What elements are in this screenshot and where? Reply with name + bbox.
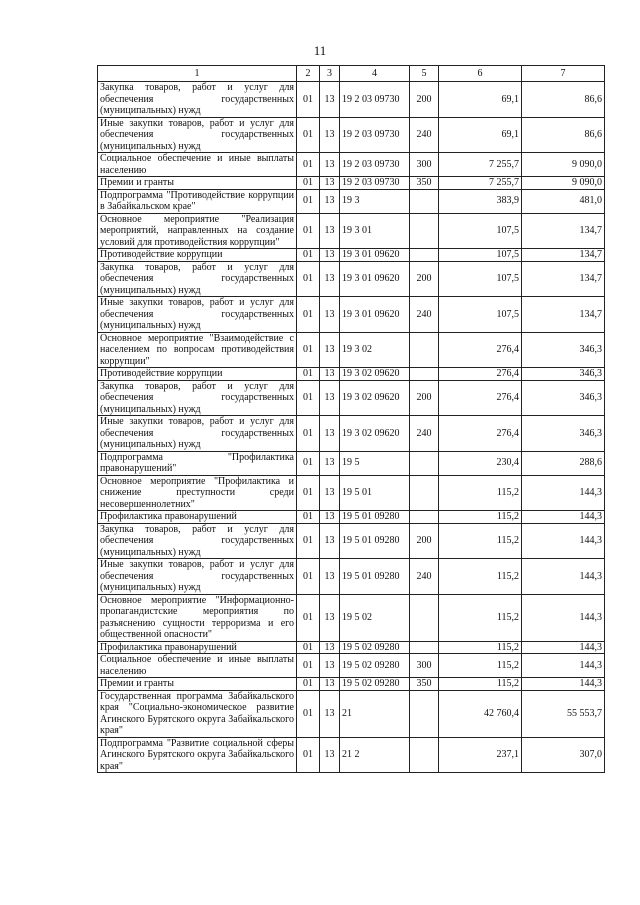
row-expense-type: 200: [410, 82, 439, 118]
row-section: 01: [297, 82, 320, 118]
table-row: [98, 523, 605, 559]
row-amount-col7: 288,6: [522, 451, 605, 475]
row-amount-col6: 115,2: [439, 654, 522, 678]
page-number: 11: [313, 43, 327, 58]
row-section: 01: [297, 153, 320, 177]
row-target-article: 19 3 01 09620: [340, 297, 410, 333]
row-amount-col6: 107,5: [439, 297, 522, 333]
row-amount-col6: 276,4: [439, 368, 522, 381]
row-amount-col7: 144,3: [522, 678, 605, 691]
row-section: 01: [297, 213, 320, 249]
table-row: [98, 82, 605, 118]
row-name: Иные закупки товаров, работ и услуг для обеспечения государственных (муниципальных) нужд: [98, 297, 297, 333]
row-expense-type: [410, 737, 439, 773]
row-expense-type: [410, 368, 439, 381]
row-subsection: 13: [320, 189, 340, 213]
row-expense-type: 200: [410, 380, 439, 416]
header-cell-2: 2: [297, 66, 320, 82]
row-section: 01: [297, 189, 320, 213]
row-target-article: 19 3 01 09620: [340, 261, 410, 297]
row-expense-type: [410, 511, 439, 524]
row-section: 01: [297, 249, 320, 262]
row-section: 01: [297, 368, 320, 381]
row-name: Иные закупки товаров, работ и услуг для обеспечения государственных (муниципальных) нужд: [98, 559, 297, 595]
row-name: Профилактика правонарушений: [98, 511, 297, 524]
table-row: [98, 380, 605, 416]
row-target-article: 19 5 01 09280: [340, 559, 410, 595]
row-subsection: 13: [320, 559, 340, 595]
row-amount-col7: 144,3: [522, 475, 605, 511]
row-target-article: 19 3 02 09620: [340, 416, 410, 452]
row-name: Подпрограмма "Противодействие коррупции в Забайкальском крае": [98, 189, 297, 213]
row-expense-type: [410, 189, 439, 213]
row-amount-col6: 237,1: [439, 737, 522, 773]
row-amount-col6: 107,5: [439, 213, 522, 249]
row-target-article: 19 5 02: [340, 594, 410, 641]
table-row: [98, 475, 605, 511]
table-row: [98, 213, 605, 249]
row-amount-col6: 107,5: [439, 249, 522, 262]
table-row: [98, 249, 605, 262]
row-section: 01: [297, 451, 320, 475]
header-cell-1: 1: [98, 66, 297, 82]
row-target-article: 19 2 03 09730: [340, 82, 410, 118]
row-name: Основное мероприятие "Реализация мероприятий, направленных на создание условий для противодействия коррупции": [98, 213, 297, 249]
table-row: [98, 654, 605, 678]
row-subsection: 13: [320, 249, 340, 262]
table-row: [98, 261, 605, 297]
row-amount-col6: 107,5: [439, 261, 522, 297]
row-expense-type: [410, 213, 439, 249]
row-name: Подпрограмма "Развитие социальной сферы Агинского Бурятского округа Забайкальского края": [98, 737, 297, 773]
row-subsection: 13: [320, 690, 340, 737]
row-amount-col6: 42 760,4: [439, 690, 522, 737]
row-amount-col7: 134,7: [522, 249, 605, 262]
row-section: 01: [297, 177, 320, 190]
row-target-article: 19 5 01 09280: [340, 511, 410, 524]
header-cell-7: 7: [522, 66, 605, 82]
row-name: Закупка товаров, работ и услуг для обеспечения государственных (муниципальных) нужд: [98, 380, 297, 416]
row-amount-col6: 115,2: [439, 641, 522, 654]
row-amount-col7: 307,0: [522, 737, 605, 773]
table-row: [98, 297, 605, 333]
row-target-article: 19 3: [340, 189, 410, 213]
row-section: 01: [297, 332, 320, 368]
row-expense-type: 350: [410, 678, 439, 691]
row-target-article: 19 5 02 09280: [340, 641, 410, 654]
table-row: [98, 678, 605, 691]
row-expense-type: 240: [410, 416, 439, 452]
row-target-article: 19 5: [340, 451, 410, 475]
row-name: Премии и гранты: [98, 177, 297, 190]
row-amount-col7: 86,6: [522, 82, 605, 118]
row-amount-col6: 115,2: [439, 511, 522, 524]
row-amount-col7: 144,3: [522, 559, 605, 595]
row-amount-col6: 115,2: [439, 523, 522, 559]
table-row: [98, 737, 605, 773]
row-amount-col7: 9 090,0: [522, 153, 605, 177]
row-amount-col6: 7 255,7: [439, 153, 522, 177]
budget-table: [97, 65, 605, 773]
row-section: 01: [297, 559, 320, 595]
row-amount-col7: 346,3: [522, 332, 605, 368]
row-amount-col7: 86,6: [522, 117, 605, 153]
row-name: Закупка товаров, работ и услуг для обеспечения государственных (муниципальных) нужд: [98, 523, 297, 559]
header-cell-4: 4: [340, 66, 410, 82]
row-amount-col7: 144,3: [522, 654, 605, 678]
row-target-article: 21 2: [340, 737, 410, 773]
row-expense-type: [410, 475, 439, 511]
row-target-article: 19 5 02 09280: [340, 654, 410, 678]
row-target-article: 19 3 02: [340, 332, 410, 368]
row-target-article: 19 3 02 09620: [340, 380, 410, 416]
row-section: 01: [297, 511, 320, 524]
row-expense-type: [410, 594, 439, 641]
row-subsection: 13: [320, 153, 340, 177]
row-name: Иные закупки товаров, работ и услуг для обеспечения государственных (муниципальных) нужд: [98, 416, 297, 452]
row-subsection: 13: [320, 82, 340, 118]
row-expense-type: [410, 249, 439, 262]
row-name: Социальное обеспечение и иные выплаты населению: [98, 153, 297, 177]
row-name: Премии и гранты: [98, 678, 297, 691]
row-name: Противодействие коррупции: [98, 249, 297, 262]
row-expense-type: [410, 690, 439, 737]
row-subsection: 13: [320, 261, 340, 297]
row-amount-col7: 144,3: [522, 523, 605, 559]
row-section: 01: [297, 737, 320, 773]
row-section: 01: [297, 475, 320, 511]
row-amount-col6: 276,4: [439, 332, 522, 368]
row-expense-type: 240: [410, 297, 439, 333]
row-section: 01: [297, 654, 320, 678]
row-target-article: 19 3 01 09620: [340, 249, 410, 262]
table-row: [98, 153, 605, 177]
row-amount-col7: 346,3: [522, 380, 605, 416]
row-subsection: 13: [320, 594, 340, 641]
row-target-article: 19 3 01: [340, 213, 410, 249]
row-amount-col6: 383,9: [439, 189, 522, 213]
row-amount-col6: 115,2: [439, 678, 522, 691]
row-expense-type: [410, 641, 439, 654]
header-cell-3: 3: [320, 66, 340, 82]
table-row: [98, 177, 605, 190]
row-name: Иные закупки товаров, работ и услуг для обеспечения государственных (муниципальных) нужд: [98, 117, 297, 153]
row-amount-col7: 144,3: [522, 641, 605, 654]
row-name: Социальное обеспечение и иные выплаты населению: [98, 654, 297, 678]
table-row: [98, 368, 605, 381]
row-amount-col6: 276,4: [439, 380, 522, 416]
row-section: 01: [297, 416, 320, 452]
row-expense-type: 300: [410, 654, 439, 678]
table-row: [98, 189, 605, 213]
table-row: [98, 641, 605, 654]
row-amount-col6: 230,4: [439, 451, 522, 475]
row-section: 01: [297, 594, 320, 641]
row-amount-col7: 9 090,0: [522, 177, 605, 190]
row-name: Закупка товаров, работ и услуг для обеспечения государственных (муниципальных) нужд: [98, 82, 297, 118]
row-subsection: 13: [320, 380, 340, 416]
row-subsection: 13: [320, 678, 340, 691]
row-section: 01: [297, 523, 320, 559]
row-amount-col6: 115,2: [439, 559, 522, 595]
table-header: [98, 66, 605, 82]
row-amount-col6: 69,1: [439, 82, 522, 118]
row-name: Профилактика правонарушений: [98, 641, 297, 654]
row-subsection: 13: [320, 737, 340, 773]
row-expense-type: 200: [410, 523, 439, 559]
row-expense-type: 240: [410, 559, 439, 595]
row-section: 01: [297, 380, 320, 416]
row-target-article: 19 3 02 09620: [340, 368, 410, 381]
row-expense-type: 200: [410, 261, 439, 297]
row-amount-col6: 276,4: [439, 416, 522, 452]
header-cell-6: 6: [439, 66, 522, 82]
table-body: [98, 82, 605, 773]
row-amount-col7: 134,7: [522, 213, 605, 249]
table-row: [98, 416, 605, 452]
header-row: [98, 66, 605, 82]
row-section: 01: [297, 678, 320, 691]
row-amount-col6: 69,1: [439, 117, 522, 153]
row-amount-col7: 144,3: [522, 511, 605, 524]
row-subsection: 13: [320, 523, 340, 559]
row-amount-col7: 55 553,7: [522, 690, 605, 737]
row-subsection: 13: [320, 416, 340, 452]
row-target-article: 19 5 02 09280: [340, 678, 410, 691]
row-subsection: 13: [320, 475, 340, 511]
row-subsection: 13: [320, 654, 340, 678]
row-subsection: 13: [320, 177, 340, 190]
row-amount-col7: 144,3: [522, 594, 605, 641]
row-subsection: 13: [320, 368, 340, 381]
row-subsection: 13: [320, 451, 340, 475]
table-row: [98, 594, 605, 641]
row-name: Основное мероприятие "Профилактика и снижение преступности среди несовершеннолетних": [98, 475, 297, 511]
row-section: 01: [297, 690, 320, 737]
row-expense-type: 350: [410, 177, 439, 190]
row-subsection: 13: [320, 213, 340, 249]
header-cell-5: 5: [410, 66, 439, 82]
table-row: [98, 332, 605, 368]
row-name: Подпрограмма "Профилактика правонарушений": [98, 451, 297, 475]
row-expense-type: 300: [410, 153, 439, 177]
row-amount-col6: 115,2: [439, 594, 522, 641]
row-amount-col6: 115,2: [439, 475, 522, 511]
row-name: Закупка товаров, работ и услуг для обеспечения государственных (муниципальных) нужд: [98, 261, 297, 297]
row-expense-type: [410, 332, 439, 368]
row-name: Основное мероприятие "Взаимодействие с населением по вопросам противодействия коррупции": [98, 332, 297, 368]
row-target-article: 21: [340, 690, 410, 737]
row-amount-col7: 346,3: [522, 416, 605, 452]
row-section: 01: [297, 117, 320, 153]
row-name: Государственная программа Забайкальского края "Социально-экономическое развитие Агинского Бурятского округа Забайкальского края": [98, 690, 297, 737]
row-subsection: 13: [320, 117, 340, 153]
row-amount-col7: 481,0: [522, 189, 605, 213]
row-section: 01: [297, 261, 320, 297]
row-target-article: 19 2 03 09730: [340, 177, 410, 190]
row-subsection: 13: [320, 641, 340, 654]
row-name: Основное мероприятие "Информационно-пропагандистские мероприятия по разъяснению сущности терроризма и его общественной опасности": [98, 594, 297, 641]
row-section: 01: [297, 297, 320, 333]
table-row: [98, 690, 605, 737]
row-subsection: 13: [320, 511, 340, 524]
row-target-article: 19 5 01 09280: [340, 523, 410, 559]
row-target-article: 19 5 01: [340, 475, 410, 511]
row-amount-col7: 134,7: [522, 261, 605, 297]
table-row: [98, 559, 605, 595]
row-section: 01: [297, 641, 320, 654]
row-subsection: 13: [320, 297, 340, 333]
table-row: [98, 511, 605, 524]
row-name: Противодействие коррупции: [98, 368, 297, 381]
row-expense-type: [410, 451, 439, 475]
row-target-article: 19 2 03 09730: [340, 153, 410, 177]
row-expense-type: 240: [410, 117, 439, 153]
row-amount-col7: 346,3: [522, 368, 605, 381]
row-amount-col7: 134,7: [522, 297, 605, 333]
table-row: [98, 451, 605, 475]
row-amount-col6: 7 255,7: [439, 177, 522, 190]
table-row: [98, 117, 605, 153]
row-subsection: 13: [320, 332, 340, 368]
row-target-article: 19 2 03 09730: [340, 117, 410, 153]
